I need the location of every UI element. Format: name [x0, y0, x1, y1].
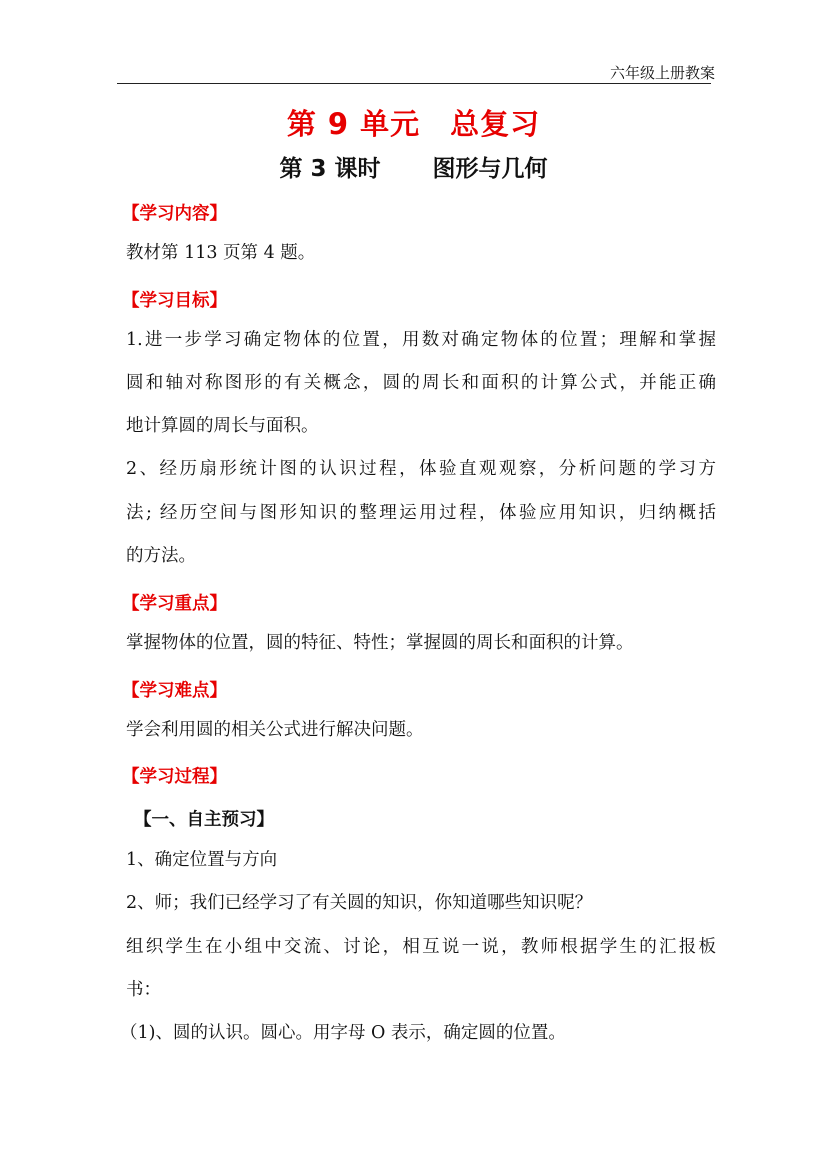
goals-line: 的方法。	[126, 546, 196, 566]
lesson-subtitle	[0, 150, 827, 183]
process-subheading: 【一、自主预习】	[134, 810, 274, 830]
section-heading-difficulties: 【学习难点】	[122, 681, 227, 701]
key-points-line: 掌握物体的位置，圆的特征、特性；掌握圆的周长和面积的计算。	[126, 633, 634, 653]
section-heading-key-points: 【学习重点】	[122, 594, 227, 614]
section-heading-process: 【学习过程】	[122, 767, 227, 787]
goals-line: 2、经历扇形统计图的认识过程，体验直观观察，分析问题的学习方	[126, 459, 716, 479]
lesson-topic: 图形与几何	[432, 156, 548, 182]
goals-line: 法; 经历空间与图形知识的整理运用过程，体验应用知识，归纳概括	[126, 503, 716, 523]
process-line: 组织学生在小组中交流、讨论，相互说一说，教师根据学生的汇报板	[126, 937, 716, 957]
process-line: （1)、圆的认识。圆心。用字母 O 表示，确定圆的位置。	[120, 1023, 566, 1043]
difficulties-line: 学会利用圆的相关公式进行解决问题。	[126, 720, 424, 740]
process-line: 2、师；我们已经学习了有关圆的知识，你知道哪些知识呢？	[126, 893, 593, 913]
goals-line: 圆和轴对称图形的有关概念，圆的周长和面积的计算公式，并能正确	[126, 373, 716, 393]
process-line: 书：	[126, 980, 161, 1000]
header-text: 六年级上册教案	[609, 64, 715, 82]
section-heading-goals: 【学习目标】	[122, 291, 227, 311]
content-line: 教材第 113 页第 4 题。	[126, 243, 316, 263]
process-line: 1、确定位置与方向	[126, 850, 278, 870]
goals-line: 1.进一步学习确定物体的位置，用数对确定物体的位置；理解和掌握	[126, 330, 716, 350]
goals-line: 地计算圆的周长与面积。	[126, 416, 319, 436]
section-heading-content: 【学习内容】	[122, 204, 227, 224]
header-rule	[117, 83, 711, 84]
page-title: 第 9 单元 总复习	[286, 107, 541, 141]
lesson-number: 第 3 课时	[279, 156, 381, 182]
